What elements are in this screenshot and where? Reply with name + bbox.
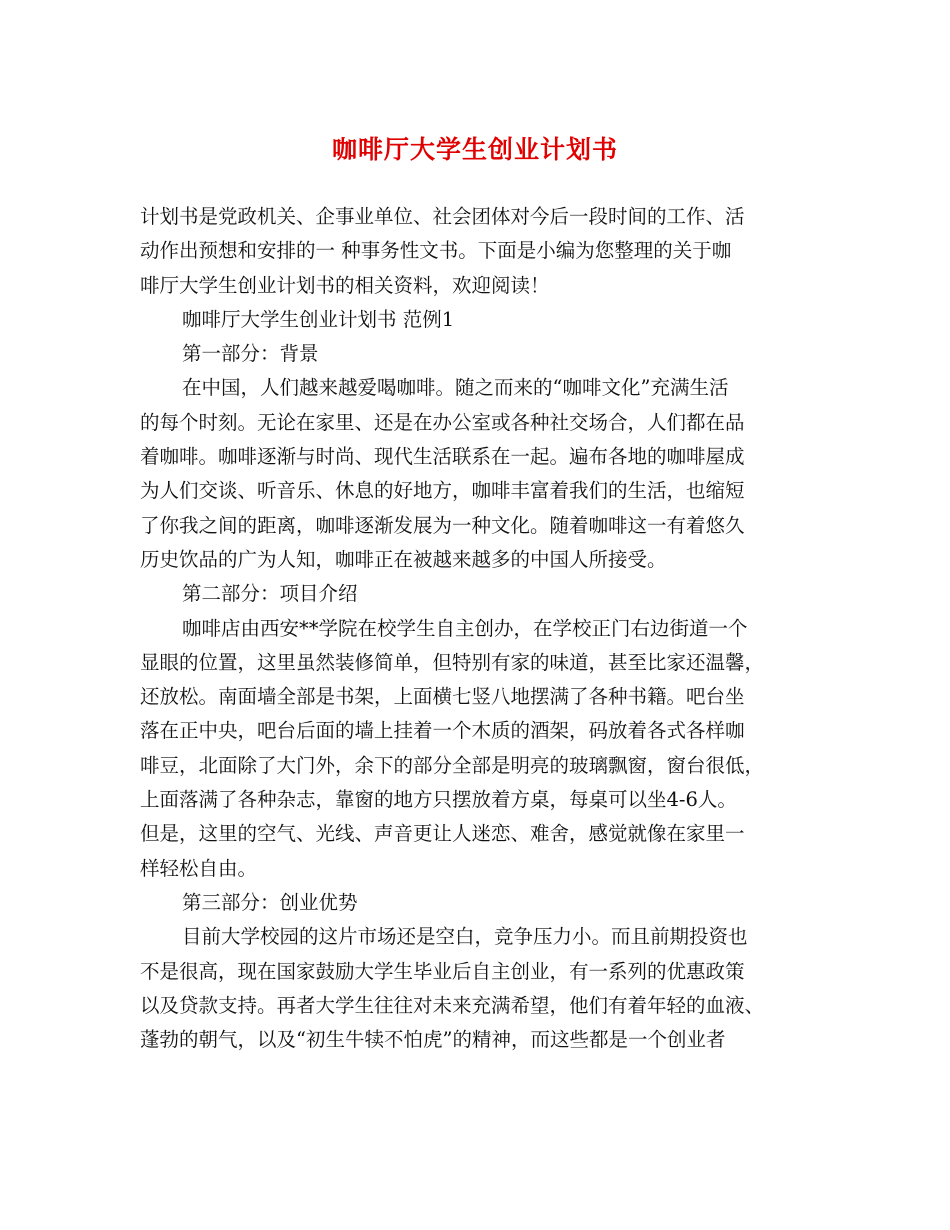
text-line: 啡豆，北面除了大门外，余下的部分全部是明亮的玻璃飘窗，窗台很低， (140, 753, 765, 777)
text-line: 在中国，人们越来越爱喝咖啡。随之而来的“咖啡文化”充满生活 (182, 376, 729, 400)
text-line: 第二部分：项目介绍 (182, 582, 358, 606)
text-line: 落在正中央，吧台后面的墙上挂着一个木质的酒架，码放着各式各样咖 (140, 719, 745, 743)
text-line: 上面落满了各种杂志，靠窗的地方只摆放着方桌，每桌可以坐4-6人。 (140, 788, 737, 812)
text-line: 的每个时刻。无论在家里、还是在办公室或各种社交场合，人们都在品 (140, 410, 745, 434)
text-line: 历史饮品的广为人知，咖啡正在被越来越多的中国人所接受。 (140, 547, 667, 571)
text-line: 咖啡店由西安**学院在校学生自主创办，在学校正门右边街道一个 (182, 616, 748, 640)
text-line: 第三部分：创业优势 (182, 890, 358, 914)
text-line: 以及贷款支持。再者大学生往往对未来充满希望，他们有着年轻的血液、 (140, 993, 765, 1017)
text-line: 显眼的位置，这里虽然装修简单，但特别有家的味道，甚至比家还温馨， (140, 650, 765, 674)
text-line: 但是，这里的空气、光线、声音更让人迷恋、难舍，感觉就像在家里一 (140, 822, 745, 846)
text-line: 着咖啡。咖啡逐渐与时尚、现代生活联系在一起。遍布各地的咖啡屋成 (140, 445, 745, 469)
text-line: 动作出预想和安排的一 种事务性文书。下面是小编为您整理的关于咖 (140, 239, 732, 263)
text-line: 样轻松自由。 (140, 856, 258, 880)
text-line: 啡厅大学生创业计划书的相关资料，欢迎阅读！ (140, 273, 550, 297)
text-line: 还放松。南面墙全部是书架，上面横七竖八地摆满了各种书籍。吧台坐 (140, 685, 745, 709)
text-line: 计划书是党政机关、企事业单位、社会团体对今后一段时间的工作、活 (140, 205, 745, 228)
text-line: 第一部分：背景 (182, 342, 319, 366)
text-line: 不是很高，现在国家鼓励大学生毕业后自主创业，有一系列的优惠政策 (140, 959, 745, 983)
text-line: 咖啡厅大学生创业计划书 范例1 (182, 307, 455, 331)
text-line: 目前大学校园的这片市场还是空白，竞争压力小。而且前期投资也 (182, 925, 748, 949)
text-line: 了你我之间的距离，咖啡逐渐发展为一种文化。随着咖啡这一有着悠久 (140, 513, 745, 537)
document-body (140, 200, 815, 1057)
text-line: 为人们交谈、听音乐、休息的好地方，咖啡丰富着我们的生活，也缩短 (140, 479, 745, 503)
document-title: 咖啡厅大学生创业计划书 (331, 135, 618, 164)
text-line: 蓬勃的朝气，以及“初生牛犊不怕虎”的精神，而这些都是一个创业者 (140, 1028, 726, 1052)
